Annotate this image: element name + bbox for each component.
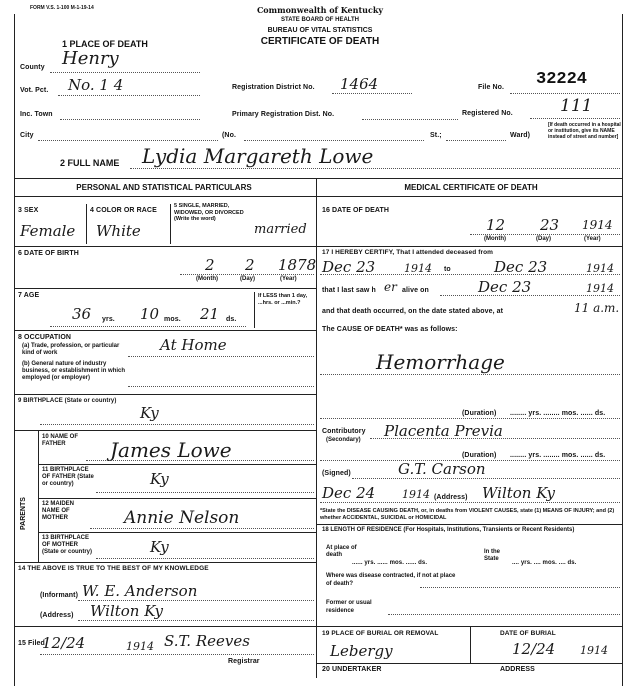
parents-divider: [38, 430, 39, 562]
state-board: STATE BOARD OF HEALTH: [281, 17, 359, 23]
signed-line: [352, 478, 620, 479]
burial-label: 19 PLACE OF BURIAL OR REMOVAL: [322, 630, 439, 637]
father-name-value: James Lowe: [110, 438, 232, 462]
occupation-label: 8 OCCUPATION: [18, 334, 72, 341]
certificate-title: CERTIFICATE OF DEATH: [260, 36, 380, 47]
vot-label: Vot. Pct.: [20, 87, 49, 94]
contracted-line: [420, 587, 620, 588]
informant-address-label: (Address): [40, 612, 74, 619]
birthplace-label: 9 BIRTHPLACE (State or country): [18, 398, 117, 404]
row-rule-10: [14, 626, 622, 627]
sex-divider: [86, 204, 87, 244]
contributory-value: Placenta Previa: [384, 422, 503, 440]
from-date: Dec 23: [322, 258, 376, 276]
primary-registration-label: Primary Registration Dist. No.: [232, 111, 335, 118]
death-month-caption: (Month): [484, 236, 506, 242]
med-rule-3: [316, 663, 622, 664]
death-month: 12: [486, 216, 506, 234]
father-birthplace-value: Ky: [150, 470, 169, 488]
center-divider: [316, 178, 317, 678]
left-border: [14, 14, 15, 686]
informant-address-value: Wilton Ky: [90, 602, 163, 620]
signed-value: G.T. Carson: [398, 460, 486, 478]
signed-address-value: Wilton Ky: [482, 484, 555, 502]
row-rule-5: [14, 430, 316, 431]
former-residence: Former or usual residence: [326, 600, 372, 614]
hospital-note: [If death occurred in a hospital or institution, give its NAME instead of street and number]: [548, 122, 621, 140]
marital-label: 5 SINGLE, MARRIED, WIDOWED, OR DIVORCED (Write the word): [174, 203, 244, 222]
burial-value: Lebergy: [330, 642, 393, 660]
residence-units-1: ...... yrs. ...... mos. ...... ds.: [352, 560, 428, 566]
in-state-label: In the State: [484, 549, 500, 562]
burial-date-value: 12/24: [512, 640, 556, 658]
district-line: [332, 93, 412, 94]
county-value: Henry: [62, 48, 119, 69]
birthplace-line: [40, 424, 314, 425]
inc-town-label: Inc. Town: [20, 111, 53, 118]
header-rule-top: [14, 178, 622, 179]
undertaker-label: 20 UNDERTAKER: [322, 666, 382, 673]
informant-line: [78, 600, 314, 601]
months-caption: mos.: [164, 316, 181, 323]
father-line: [86, 460, 314, 461]
age-line: [50, 326, 246, 327]
attended-line: [320, 274, 620, 275]
last-saw-label: that I last saw h: [322, 287, 376, 294]
informant-intro: 14 THE ABOVE IS TRUE TO THE BEST OF MY KNOWLEDGE: [18, 565, 209, 572]
personal-section-title: PERSONAL AND STATISTICAL PARTICULARS: [76, 183, 252, 192]
occupation-b: (b) General nature of industry business, or establishment in which employed (or employer): [22, 361, 126, 381]
signed-label: (Signed): [322, 470, 351, 477]
signed-year: 1914: [402, 488, 430, 501]
signed-date: Dec 24: [322, 484, 376, 502]
to-date: Dec 23: [494, 258, 548, 276]
death-day: 23: [540, 216, 560, 234]
marital-value: married: [254, 222, 307, 237]
from-year: 1914: [404, 262, 432, 275]
age-years: 36: [72, 305, 92, 323]
registered-line: [530, 118, 620, 119]
occupation-line-1: [128, 356, 314, 357]
informant-value: W. E. Anderson: [82, 582, 198, 600]
date-of-death-label: 16 DATE OF DEATH: [322, 207, 390, 214]
informant-address-line: [78, 620, 314, 621]
death-year-caption: (Year): [584, 236, 601, 242]
row-rule-7: [38, 498, 316, 499]
ward-label: Ward): [510, 132, 531, 139]
parents-label: PARENTS: [20, 497, 27, 530]
occupation-value: At Home: [160, 336, 227, 354]
file-no-value: 32224: [536, 70, 588, 89]
mother-name-value: Annie Nelson: [124, 508, 240, 528]
death-date-line: [470, 234, 620, 235]
registrar-signature: S.T. Reeves: [164, 632, 250, 650]
father-birthplace-label: 11 BIRTHPLACE OF FATHER (State or country): [42, 467, 94, 487]
cause-footnote: *State the DISEASE CAUSING DEATH, or, in deaths from VIOLENT CAUSES, state (1) MEANS OF INJURY; and (2) whether ACCIDENTAL, SUICIDAL or HOMICIDAL: [320, 508, 615, 521]
days-caption: ds.: [226, 316, 237, 323]
name-line: [130, 168, 620, 169]
city-label: City: [20, 132, 34, 139]
father-name-label: 10 NAME OF FATHER: [42, 434, 79, 447]
form-number: FORM V.S. 1-100 M-1-19-14: [30, 5, 94, 11]
place-of-death-title: 1 PLACE OF DEATH: [62, 39, 148, 49]
cause-line-1: [320, 374, 620, 375]
med-rule-1: [316, 246, 622, 247]
last-saw-date: Dec 23: [478, 278, 532, 296]
sex-label: 3 SEX: [18, 207, 39, 214]
row-rule-1: [14, 246, 316, 247]
death-day-caption: (Day): [536, 236, 552, 242]
to-year: 1914: [586, 262, 614, 275]
city-no-label: (No.: [222, 132, 237, 139]
vot-line: [58, 95, 200, 96]
informant-label: (Informant): [40, 592, 79, 599]
primary-line: [362, 119, 458, 120]
duration-units-2: ........ yrs. ........ mos. ...... ds.: [510, 452, 606, 459]
registration-district-value: 1464: [340, 75, 379, 93]
years-caption: yrs.: [102, 316, 115, 323]
signed-address-line: [320, 502, 620, 503]
occurred-label: and that death occurred, on the date stated above, at: [322, 308, 504, 315]
color-value: White: [96, 222, 141, 240]
full-name-label: 2 FULL NAME: [60, 158, 120, 168]
dob-line: [180, 274, 314, 275]
dob-day: 2: [245, 256, 255, 274]
less-than-label: If LESS than 1 day, ...hrs. or ...min.?: [258, 293, 308, 306]
mother-name-label: 12 MAIDEN NAME OF MOTHER: [42, 501, 75, 521]
last-saw-year: 1914: [586, 282, 614, 295]
duration-units-1: ........ yrs. ........ mos. ...... ds.: [510, 410, 606, 417]
vot-value: No. 1 4: [68, 76, 124, 94]
certify-label: 17 I HEREBY CERTIFY, That I attended deceased from: [322, 249, 494, 256]
father-birth-line: [96, 492, 314, 493]
street-line: [446, 140, 506, 141]
duration-line-1: [320, 418, 620, 419]
row-rule-8: [38, 532, 316, 533]
inc-line: [60, 119, 200, 120]
cause-label: The CAUSE OF DEATH* was as follows:: [322, 326, 458, 333]
occupation-line-2: [128, 386, 314, 387]
bureau: BUREAU OF VITAL STATISTICS: [267, 27, 373, 34]
street-label: St.;: [430, 132, 442, 139]
med-rule-2: [316, 524, 622, 525]
city-no-line: [244, 140, 424, 141]
contributory-label: Contributory: [322, 428, 366, 435]
row-rule-6: [38, 464, 316, 465]
dob-year-caption: (Year): [280, 276, 297, 282]
registration-district-label: Registration District No.: [232, 84, 315, 91]
sex-value: Female: [20, 222, 76, 240]
dob-month-caption: (Month): [196, 276, 218, 282]
filed-line: [40, 654, 314, 655]
dob-label: 6 DATE OF BIRTH: [18, 250, 79, 257]
county-line: [50, 72, 200, 73]
undertaker-address-label: ADDRESS: [500, 666, 535, 673]
dob-year: 1878: [278, 256, 317, 274]
residence-label: 18 LENGTH OF RESIDENCE (For Hospitals, Institutions, Transients or Recent Residents): [322, 527, 575, 533]
duration-label-2: (Duration): [462, 452, 497, 459]
city-line: [38, 140, 218, 141]
occupation-a: (a) Trade, profession, or particular kind of work: [22, 343, 120, 356]
residence-units-2: .... yrs. .... mos. .... ds.: [512, 560, 577, 566]
row-rule-9: [14, 562, 316, 563]
mother-line: [90, 528, 314, 529]
age-divider: [254, 292, 255, 328]
mother-birthplace-label: 13 BIRTHPLACE OF MOTHER (State or country): [42, 535, 93, 555]
at-place-label: At place of death: [326, 545, 357, 558]
registered-no-value: 111: [560, 96, 593, 116]
medical-section-title: MEDICAL CERTIFICATE OF DEATH: [404, 183, 538, 192]
mother-birthplace-value: Ky: [150, 538, 169, 556]
color-label: 4 COLOR OR RACE: [90, 207, 157, 214]
filed-label: 15 Filed: [18, 640, 45, 647]
county-label: County: [20, 64, 45, 71]
burial-year: 1914: [580, 644, 608, 657]
header-rule-bottom: [14, 196, 622, 197]
dob-month: 2: [205, 256, 215, 274]
row-rule-3: [14, 330, 316, 331]
row-rule-4: [14, 394, 316, 395]
commonwealth: Commonwealth of Kentucky: [256, 5, 384, 15]
full-name-value: Lydia Margareth Lowe: [142, 144, 374, 168]
former-line: [388, 614, 620, 615]
color-divider: [170, 204, 171, 244]
filed-year: 1914: [126, 640, 154, 653]
contributory-line: [370, 438, 620, 439]
filed-value: 12/24: [42, 634, 86, 652]
burial-divider: [470, 627, 471, 663]
dob-day-caption: (Day): [240, 276, 256, 282]
right-border: [622, 14, 623, 686]
death-year: 1914: [582, 218, 613, 232]
mother-birth-line: [96, 558, 314, 559]
cause-value: Hemorrhage: [376, 350, 505, 374]
registrar-label: Registrar: [228, 658, 260, 665]
last-saw-line: [440, 295, 620, 296]
occurred-time: 11 a.m.: [574, 301, 620, 315]
secondary-label: (Secondary): [326, 437, 361, 443]
to-label: to: [444, 266, 451, 273]
age-months: 10: [140, 305, 160, 323]
file-no-label: File No.: [478, 84, 505, 91]
birthplace-value: Ky: [140, 404, 159, 422]
burial-date-label: DATE OF BURIAL: [500, 630, 556, 637]
signed-address-label: (Address): [434, 494, 468, 501]
duration-label-1: (Duration): [462, 410, 497, 417]
where-contracted: Where was disease contracted, if not at place of death?: [326, 573, 456, 587]
row-rule-2: [14, 288, 316, 289]
file-line: [510, 93, 620, 94]
age-days: 21: [200, 305, 220, 323]
last-saw-mid: alive on: [402, 287, 429, 294]
last-saw-pronoun: er: [384, 280, 397, 294]
registered-no-label: Registered No.: [462, 110, 513, 117]
age-label: 7 AGE: [18, 292, 40, 299]
